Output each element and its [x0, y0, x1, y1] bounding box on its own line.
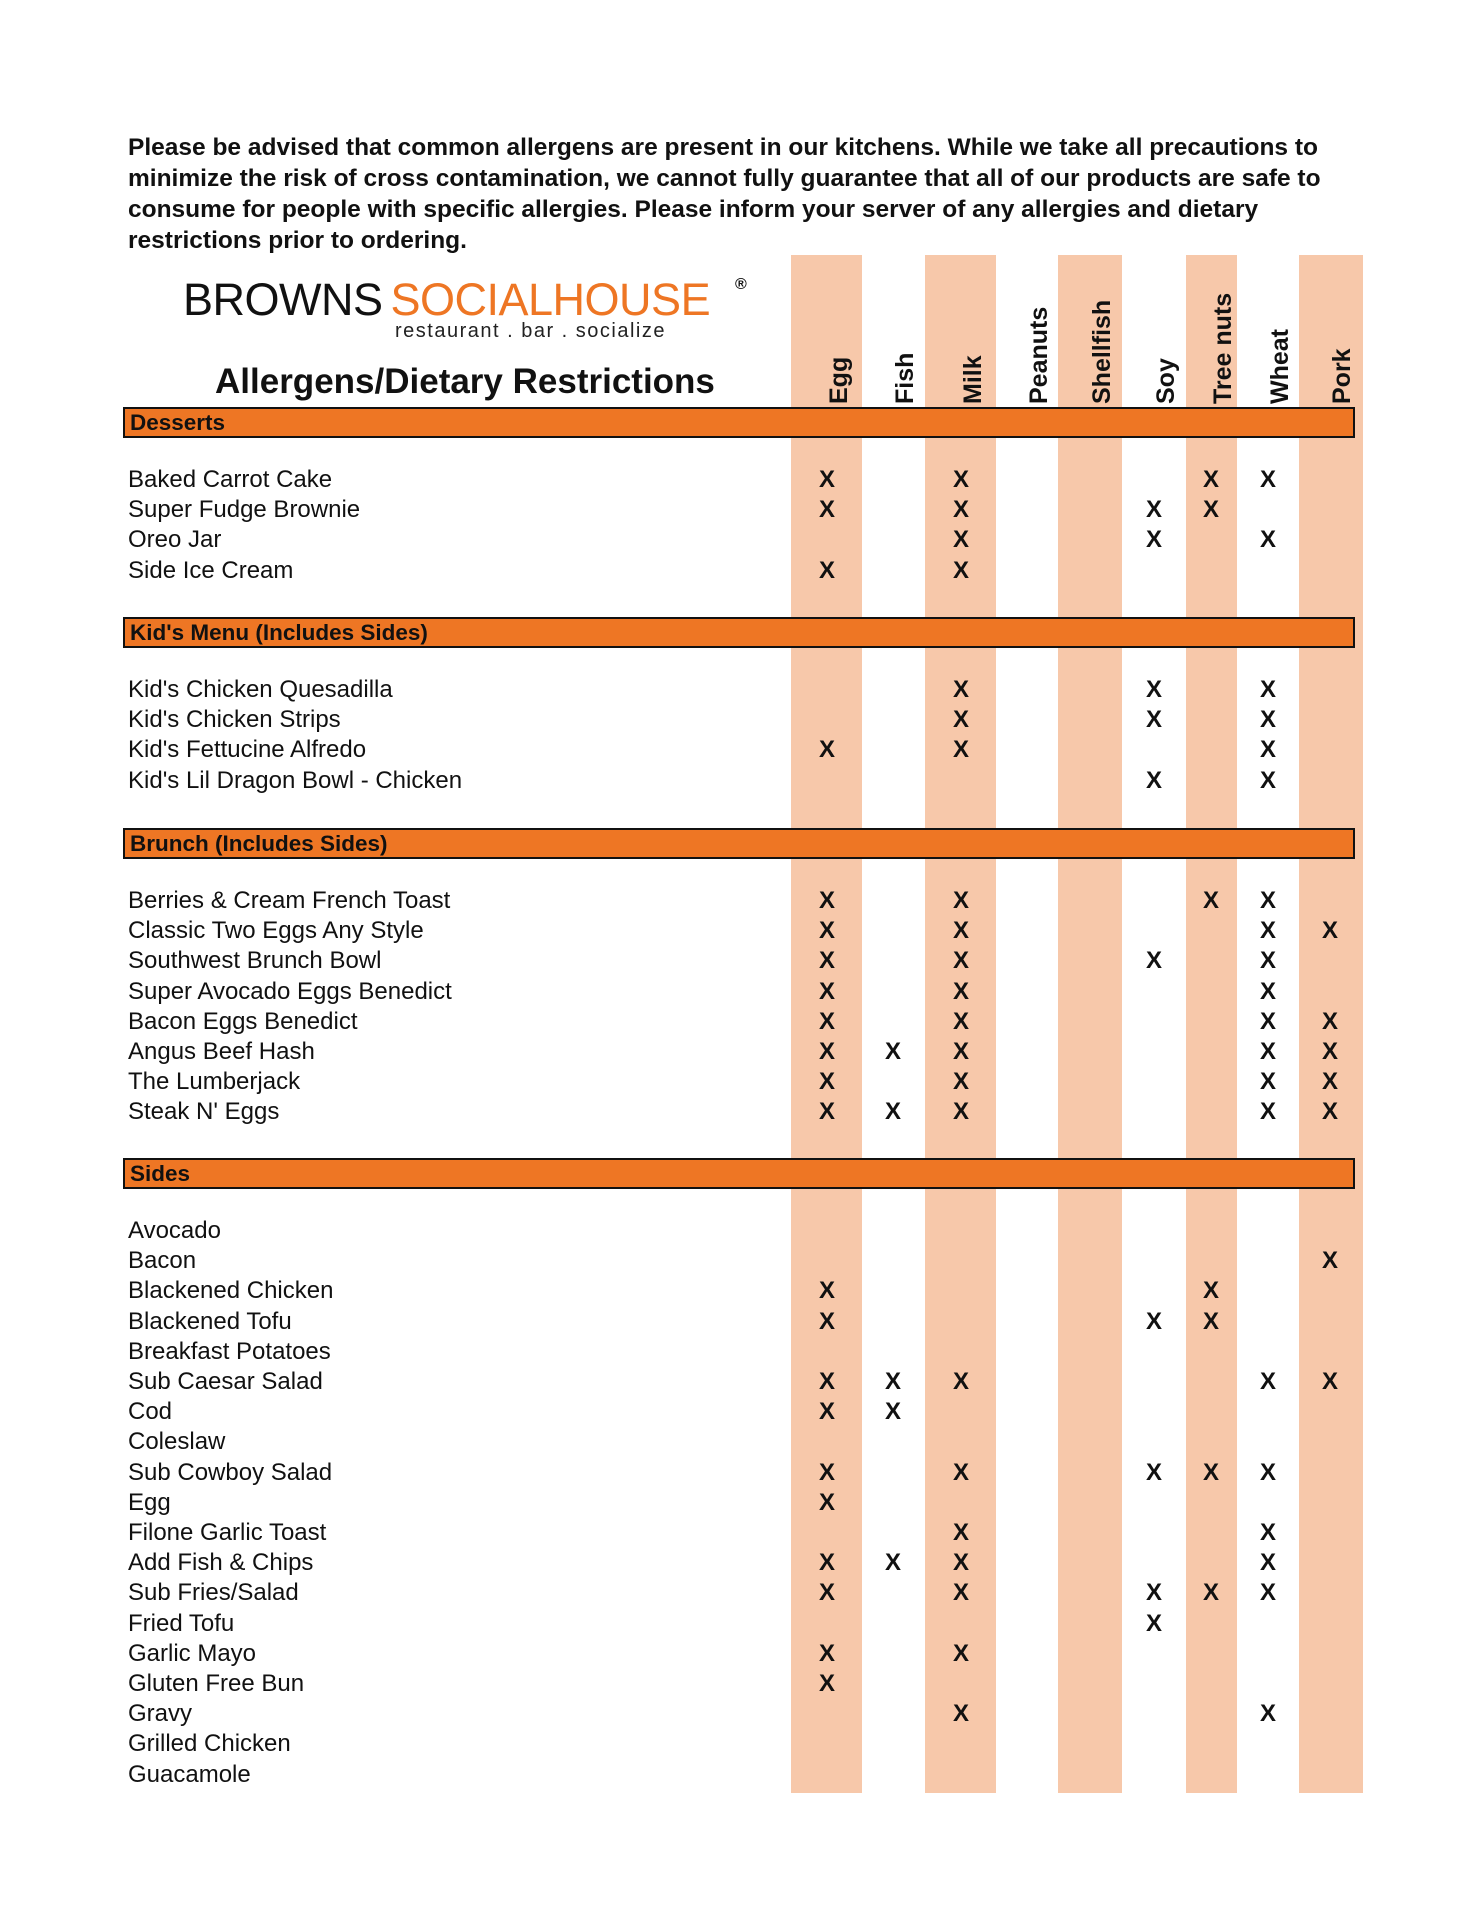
- table-row: [0, 1427, 1484, 1457]
- allergen-mark-egg: X: [818, 1038, 835, 1065]
- allergen-mark-milk: X: [952, 496, 969, 524]
- item-name: Add Fish & Chips: [128, 1549, 314, 1577]
- allergen-mark-tree-nuts: X: [1202, 887, 1219, 914]
- table-row: [0, 1097, 1484, 1127]
- table-row: [0, 1760, 1484, 1790]
- browns-logo: [183, 274, 747, 342]
- allergen-mark-fish: X: [884, 1398, 901, 1426]
- allergen-mark-egg: X: [818, 1398, 835, 1426]
- item-name: Coleslaw: [128, 1428, 226, 1456]
- table-row: [0, 1246, 1484, 1276]
- logo-tagline: restaurant . bar . socialize: [395, 320, 666, 342]
- allergen-mark-egg: X: [818, 1277, 835, 1305]
- table-row: [0, 556, 1484, 586]
- allergen-mark-wheat: X: [1259, 676, 1276, 703]
- table-row: [0, 946, 1484, 976]
- allergen-mark-wheat: X: [1259, 1368, 1276, 1395]
- item-name: Cod: [128, 1398, 173, 1426]
- item-name: Gravy: [128, 1700, 193, 1728]
- allergen-mark-milk: X: [952, 977, 969, 1005]
- item-name: Gluten Free Bun: [128, 1670, 305, 1697]
- table-row: [0, 525, 1484, 555]
- column-header-label: Shellfish: [1088, 299, 1116, 404]
- item-name: Filone Garlic Toast: [128, 1519, 327, 1546]
- table-row: [0, 705, 1484, 735]
- item-name: Steak N' Eggs: [128, 1098, 280, 1126]
- allergen-mark-egg: X: [818, 1307, 835, 1335]
- column-header-label: Soy: [1152, 358, 1180, 404]
- allergen-mark-egg: X: [818, 1670, 835, 1697]
- allergen-mark-wheat: X: [1259, 1007, 1276, 1035]
- table-row: [0, 1729, 1484, 1759]
- allergen-mark-milk: X: [952, 1458, 969, 1486]
- section-title: Kid's Menu (Includes Sides): [130, 620, 428, 645]
- allergen-mark-milk: X: [952, 887, 969, 914]
- allergen-mark-wheat: X: [1259, 1098, 1276, 1126]
- allergen-mark-wheat: X: [1259, 977, 1276, 1005]
- page-title: Allergens/Dietary Restrictions: [215, 362, 715, 401]
- allergen-mark-wheat: X: [1259, 1068, 1276, 1096]
- table-row: [0, 1216, 1484, 1246]
- allergen-mark-wheat: X: [1259, 736, 1276, 764]
- table-row: [0, 916, 1484, 946]
- allergen-mark-soy: X: [1145, 1579, 1162, 1607]
- allergen-mark-egg: X: [818, 1098, 835, 1126]
- allergen-mark-milk: X: [952, 526, 969, 554]
- column-header-label: Fish: [891, 352, 919, 404]
- allergen-mark-egg: X: [818, 466, 835, 493]
- item-name: Side Ice Cream: [128, 556, 294, 584]
- allergen-mark-wheat: X: [1259, 917, 1276, 945]
- allergen-mark-milk: X: [952, 1068, 969, 1096]
- allergen-mark-wheat: X: [1259, 526, 1276, 554]
- allergen-mark-milk: X: [952, 1700, 969, 1728]
- table-row: [0, 1397, 1484, 1427]
- allergen-mark-milk: X: [952, 1098, 969, 1126]
- item-name: Blackened Chicken: [128, 1277, 334, 1305]
- allergen-mark-wheat: X: [1259, 887, 1276, 914]
- allergen-mark-wheat: X: [1259, 766, 1276, 794]
- table-row: [0, 1669, 1484, 1699]
- item-name: Bacon Eggs Benedict: [128, 1007, 358, 1035]
- item-name: Angus Beef Hash: [128, 1038, 315, 1065]
- item-name: Super Avocado Eggs Benedict: [128, 977, 452, 1005]
- allergen-mark-egg: X: [818, 1007, 835, 1035]
- table-row: [0, 1578, 1484, 1608]
- item-name: Blackened Tofu: [128, 1307, 292, 1335]
- table-row: [0, 495, 1484, 525]
- allergen-mark-fish: X: [884, 1098, 901, 1126]
- item-name: Kid's Lil Dragon Bowl - Chicken: [128, 766, 463, 794]
- allergen-mark-wheat: X: [1259, 706, 1276, 734]
- allergen-mark-egg: X: [818, 736, 835, 764]
- item-name: Classic Two Eggs Any Style: [128, 917, 424, 945]
- section-title: Brunch (Includes Sides): [130, 831, 388, 856]
- allergen-mark-milk: X: [952, 736, 969, 764]
- item-name: Garlic Mayo: [128, 1639, 257, 1667]
- column-header-label: Milk: [959, 355, 987, 404]
- item-name: Egg: [128, 1488, 171, 1516]
- item-name: Kid's Chicken Strips: [128, 706, 341, 734]
- allergen-mark-fish: X: [884, 1038, 901, 1065]
- table-row: [0, 465, 1484, 495]
- allergen-mark-wheat: X: [1259, 1519, 1276, 1546]
- allergen-mark-pork: X: [1321, 1098, 1338, 1126]
- allergen-mark-egg: X: [818, 1549, 835, 1577]
- allergen-mark-soy: X: [1145, 706, 1162, 734]
- allergen-mark-milk: X: [952, 947, 969, 975]
- item-name: The Lumberjack: [128, 1068, 301, 1096]
- allergen-mark-soy: X: [1145, 496, 1162, 524]
- allergen-mark-milk: X: [952, 556, 969, 584]
- section-header: [123, 1158, 1355, 1189]
- allergen-mark-pork: X: [1321, 1007, 1338, 1035]
- table-row: [0, 886, 1484, 916]
- allergen-mark-wheat: X: [1259, 1038, 1276, 1065]
- section-title: Desserts: [130, 410, 226, 435]
- item-name: Fried Tofu: [128, 1609, 235, 1637]
- allergen-mark-egg: X: [818, 1488, 835, 1516]
- column-header-label: Egg: [825, 356, 853, 404]
- allergen-mark-wheat: X: [1259, 466, 1276, 493]
- allergen-mark-milk: X: [952, 1007, 969, 1035]
- allergen-notice: Please be advised that common allergens are present in our kitchens. While we take all precautions to minimize the risk of cross contamination, we cannot fully guarantee that all of our products are safe to consume for people with specific allergies. Please inform your server of any allergies and dietary restrictions prior to ordering.: [128, 134, 1321, 254]
- table-row: [0, 735, 1484, 765]
- section-header: [123, 617, 1355, 648]
- item-name: Avocado: [128, 1217, 221, 1244]
- logo-socialhouse-text: SOCIALHOUSE: [390, 274, 711, 325]
- allergen-mark-fish: X: [884, 1549, 901, 1577]
- allergen-mark-egg: X: [818, 887, 835, 914]
- column-header-label: Peanuts: [1025, 306, 1053, 404]
- allergen-mark-egg: X: [818, 496, 835, 524]
- item-name: Baked Carrot Cake: [128, 466, 333, 493]
- allergen-mark-wheat: X: [1259, 1700, 1276, 1728]
- allergen-mark-soy: X: [1145, 1609, 1162, 1637]
- table-row: [0, 675, 1484, 705]
- allergen-mark-tree-nuts: X: [1202, 496, 1219, 524]
- allergen-mark-milk: X: [952, 1549, 969, 1577]
- table-row: [0, 1067, 1484, 1097]
- table-row: [0, 977, 1484, 1007]
- allergen-mark-egg: X: [818, 1639, 835, 1667]
- column-header-label: Wheat: [1266, 329, 1294, 404]
- allergen-mark-pork: X: [1321, 1368, 1338, 1395]
- allergen-mark-egg: X: [818, 1068, 835, 1096]
- item-name: Kid's Fettucine Alfredo: [128, 736, 367, 764]
- table-row: [0, 1488, 1484, 1518]
- item-name: Sub Caesar Salad: [128, 1368, 323, 1395]
- allergen-mark-milk: X: [952, 1519, 969, 1546]
- item-name: Grilled Chicken: [128, 1730, 291, 1758]
- item-name: Oreo Jar: [128, 526, 222, 554]
- allergen-mark-milk: X: [952, 706, 969, 734]
- table-row: [0, 1548, 1484, 1578]
- column-header-label: Tree nuts: [1209, 292, 1237, 404]
- table-row: [0, 1007, 1484, 1037]
- allergen-mark-soy: X: [1145, 1307, 1162, 1335]
- table-row: [0, 1518, 1484, 1548]
- allergen-mark-milk: X: [952, 917, 969, 945]
- table-row: [0, 1037, 1484, 1067]
- allergen-mark-milk: X: [952, 1368, 969, 1395]
- registered-mark: ®: [735, 276, 747, 293]
- allergen-mark-soy: X: [1145, 947, 1162, 975]
- allergen-mark-pork: X: [1321, 1038, 1338, 1065]
- table-row: [0, 1458, 1484, 1488]
- item-name: Bacon: [128, 1247, 197, 1275]
- allergen-mark-soy: X: [1145, 1458, 1162, 1486]
- table-row: [0, 1276, 1484, 1306]
- allergen-mark-egg: X: [818, 556, 835, 584]
- allergen-mark-fish: X: [884, 1368, 901, 1395]
- allergen-mark-egg: X: [818, 1368, 835, 1395]
- allergen-mark-egg: X: [818, 947, 835, 975]
- item-name: Southwest Brunch Bowl: [128, 947, 382, 975]
- allergen-mark-egg: X: [818, 977, 835, 1005]
- allergen-mark-wheat: X: [1259, 1579, 1276, 1607]
- item-name: Guacamole: [128, 1760, 251, 1788]
- allergen-mark-milk: X: [952, 466, 969, 493]
- table-row: [0, 1609, 1484, 1639]
- allergen-mark-milk: X: [952, 676, 969, 703]
- allergen-mark-tree-nuts: X: [1202, 1458, 1219, 1486]
- item-name: Berries & Cream French Toast: [128, 887, 451, 914]
- allergen-mark-milk: X: [952, 1639, 969, 1667]
- section-header: [123, 828, 1355, 859]
- item-name: Breakfast Potatoes: [128, 1337, 331, 1365]
- item-name: Sub Fries/Salad: [128, 1579, 299, 1607]
- table-row: [0, 1337, 1484, 1367]
- allergen-mark-soy: X: [1145, 526, 1162, 554]
- table-row: [0, 1367, 1484, 1397]
- allergen-mark-milk: X: [952, 1579, 969, 1607]
- table-row: [0, 1307, 1484, 1337]
- allergen-mark-egg: X: [818, 1579, 835, 1607]
- allergen-mark-wheat: X: [1259, 947, 1276, 975]
- allergen-mark-soy: X: [1145, 676, 1162, 703]
- logo-browns-text: BROWNS: [183, 274, 383, 325]
- section-title: Sides: [130, 1161, 191, 1186]
- allergen-mark-egg: X: [818, 1458, 835, 1486]
- section-header: [123, 407, 1355, 438]
- table-row: [0, 1699, 1484, 1729]
- allergen-mark-tree-nuts: X: [1202, 1579, 1219, 1607]
- table-row: [0, 766, 1484, 796]
- allergen-mark-wheat: X: [1259, 1549, 1276, 1577]
- allergen-mark-egg: X: [818, 917, 835, 945]
- allergen-mark-pork: X: [1321, 1068, 1338, 1096]
- allergen-mark-pork: X: [1321, 1247, 1338, 1275]
- allergen-mark-pork: X: [1321, 917, 1338, 945]
- item-name: Sub Cowboy Salad: [128, 1458, 333, 1486]
- table-row: [0, 1639, 1484, 1669]
- allergen-mark-tree-nuts: X: [1202, 1277, 1219, 1305]
- allergen-mark-soy: X: [1145, 766, 1162, 794]
- item-name: Super Fudge Brownie: [128, 496, 361, 524]
- item-name: Kid's Chicken Quesadilla: [128, 676, 393, 703]
- allergen-mark-milk: X: [952, 1038, 969, 1065]
- allergen-mark-tree-nuts: X: [1202, 1307, 1219, 1335]
- allergen-mark-wheat: X: [1259, 1458, 1276, 1486]
- column-header-label: Pork: [1328, 348, 1356, 404]
- allergen-mark-tree-nuts: X: [1202, 466, 1219, 493]
